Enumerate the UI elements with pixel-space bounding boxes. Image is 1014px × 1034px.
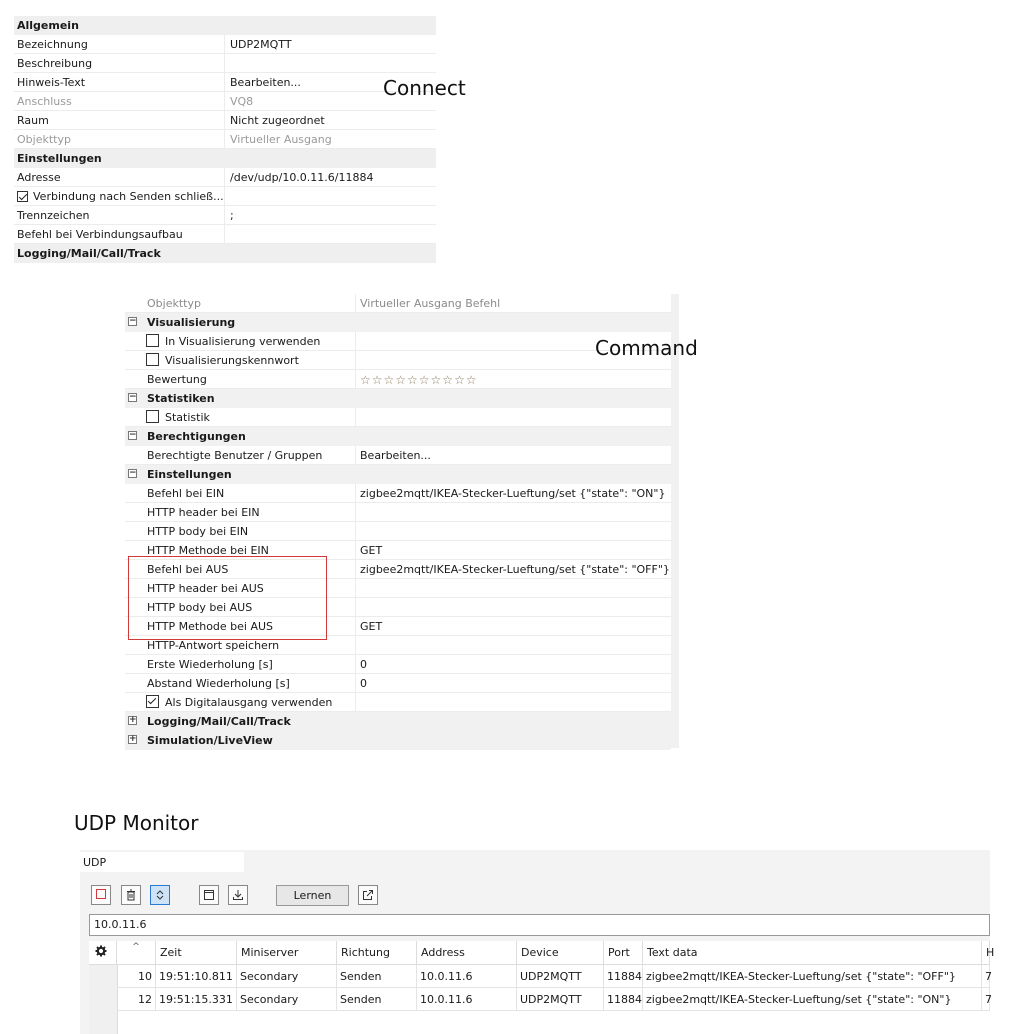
table-cell[interactable]: 7 — [982, 965, 990, 988]
property-row — [125, 484, 671, 503]
property-value: Virtueller Ausgang — [224, 130, 436, 148]
section-label: Einstellungen — [147, 468, 232, 481]
window-icon — [203, 889, 215, 901]
section-header[interactable] — [125, 313, 671, 332]
property-label: HTTP header bei AUS — [147, 582, 264, 595]
property-value[interactable]: GET — [355, 541, 671, 559]
table-cell[interactable]: 19:51:10.811 — [156, 965, 237, 988]
column-header[interactable]: Port — [604, 941, 643, 965]
section-header[interactable] — [125, 389, 671, 408]
grid-settings-button[interactable] — [89, 941, 117, 965]
table-cell[interactable]: 10.0.11.6 — [417, 965, 517, 988]
tab-udp[interactable]: UDP — [80, 852, 244, 872]
property-label: Bezeichnung — [17, 38, 88, 51]
section-label: Visualisierung — [147, 316, 236, 329]
property-label: Abstand Wiederholung [s] — [147, 677, 290, 690]
column-header[interactable]: Richtung — [337, 941, 417, 965]
column-header[interactable]: Address — [417, 941, 517, 965]
column-header[interactable]: Device — [517, 941, 604, 965]
checkbox[interactable] — [146, 334, 159, 347]
command-annotation: Command — [595, 336, 698, 360]
property-value[interactable] — [355, 598, 671, 616]
property-row — [125, 674, 671, 693]
popout-button[interactable] — [358, 885, 378, 905]
property-row — [125, 351, 671, 370]
property-value[interactable]: Bearbeiten... — [355, 446, 671, 464]
connect-properties-panel — [14, 16, 436, 263]
property-row — [125, 522, 671, 541]
property-label: HTTP header bei EIN — [147, 506, 260, 519]
property-label: Objekttyp — [147, 297, 201, 310]
collapse-icon[interactable]: − — [129, 316, 137, 326]
property-label: In Visualisierung verwenden — [165, 335, 321, 348]
property-label: HTTP Methode bei AUS — [147, 620, 274, 633]
section-label: Einstellungen — [17, 152, 102, 165]
trash-icon — [125, 889, 137, 901]
property-label: Visualisierungskennwort — [165, 354, 299, 367]
download-icon — [232, 889, 244, 901]
property-row — [14, 168, 436, 187]
table-cell[interactable]: 11884 — [604, 988, 643, 1011]
delete-button[interactable] — [121, 885, 141, 905]
section-header[interactable] — [14, 16, 436, 35]
property-value[interactable] — [355, 579, 671, 597]
table-cell[interactable]: zigbee2mqtt/IKEA-Stecker-Lueftung/set {"state": "OFF"} — [643, 965, 982, 988]
property-checkbox[interactable] — [146, 695, 332, 709]
updown-icon — [154, 889, 166, 901]
download-button[interactable] — [228, 885, 248, 905]
property-value[interactable]: zigbee2mqtt/IKEA-Stecker-Lueftung/set {"state": "ON"} — [355, 484, 671, 502]
property-value[interactable]: 0 — [355, 674, 671, 692]
property-value[interactable]: ; — [224, 206, 436, 224]
row-number: 10 — [117, 965, 156, 988]
table-cell[interactable]: 19:51:15.331 — [156, 988, 237, 1011]
table-cell[interactable]: UDP2MQTT — [517, 988, 604, 1011]
property-value[interactable] — [224, 187, 436, 205]
property-value: Virtueller Ausgang Befehl — [355, 294, 671, 312]
property-value[interactable]: Bearbeiten... — [224, 73, 436, 91]
section-label: Simulation/LiveView — [147, 734, 273, 747]
property-checkbox[interactable] — [146, 353, 299, 367]
collapse-icon[interactable]: − — [129, 392, 137, 402]
property-value: VQ8 — [224, 92, 436, 110]
property-row — [125, 655, 671, 674]
property-value[interactable] — [355, 503, 671, 521]
property-label: Beschreibung — [17, 57, 93, 70]
property-row — [14, 130, 436, 149]
property-row — [14, 225, 436, 244]
expand-icon[interactable]: + — [129, 715, 137, 725]
checkbox[interactable] — [146, 353, 159, 366]
property-label: HTTP body bei AUS — [147, 601, 253, 614]
section-header[interactable] — [125, 427, 671, 446]
property-label: HTTP-Antwort speichern — [147, 639, 280, 652]
property-label: Berechtigte Benutzer / Gruppen — [147, 449, 323, 462]
gear-icon — [95, 945, 107, 957]
column-header[interactable]: H — [982, 941, 990, 965]
property-label: HTTP body bei EIN — [147, 525, 249, 538]
property-value[interactable]: UDP2MQTT — [224, 35, 436, 53]
section-header[interactable] — [125, 731, 671, 750]
property-label: Hinweis-Text — [17, 76, 86, 89]
property-value[interactable] — [355, 693, 671, 711]
aus-settings-highlight — [128, 556, 327, 640]
stop-button[interactable] — [91, 885, 111, 905]
property-value[interactable] — [224, 54, 436, 72]
section-header[interactable] — [125, 712, 671, 731]
rating-stars[interactable]: ☆☆☆☆☆☆☆☆☆☆ — [355, 370, 671, 388]
property-checkbox[interactable] — [146, 410, 210, 424]
udp-toolbar — [80, 876, 990, 912]
filter-input[interactable]: 10.0.11.6 — [89, 914, 990, 936]
column-header[interactable]: Miniserver — [237, 941, 337, 965]
column-header[interactable]: Zeit — [156, 941, 237, 965]
property-row — [125, 408, 671, 427]
property-value[interactable] — [355, 636, 671, 654]
property-row — [125, 370, 671, 389]
checkbox[interactable] — [146, 410, 159, 423]
property-label: Adresse — [17, 171, 61, 184]
property-label: Raum — [17, 114, 49, 127]
udp-log-table — [89, 941, 995, 1034]
section-header[interactable] — [125, 465, 671, 484]
checkbox-verbindung-nach-senden[interactable] — [17, 190, 224, 203]
section-header[interactable] — [14, 149, 436, 168]
sort-ascending-icon: ^ — [132, 942, 140, 952]
property-label: Als Digitalausgang verwenden — [165, 696, 333, 709]
property-value[interactable] — [224, 225, 436, 243]
property-label: Verbindung nach Senden schließ... — [33, 190, 224, 203]
section-label: Statistiken — [147, 392, 215, 405]
section-header[interactable] — [14, 244, 436, 263]
table-cell[interactable]: 10.0.11.6 — [417, 988, 517, 1011]
property-row — [125, 446, 671, 465]
property-value[interactable]: GET — [355, 617, 671, 635]
property-value[interactable]: /dev/udp/10.0.11.6/11884 — [224, 168, 436, 186]
table-cell[interactable]: UDP2MQTT — [517, 965, 604, 988]
property-label: Statistik — [165, 411, 210, 424]
udp-monitor-title: UDP Monitor — [74, 811, 199, 835]
property-label: Befehl bei EIN — [147, 487, 225, 500]
property-value[interactable] — [355, 408, 671, 426]
external-link-icon — [362, 889, 374, 901]
property-value[interactable]: zigbee2mqtt/IKEA-Stecker-Lueftung/set {"state": "OFF"} — [355, 560, 671, 578]
stop-icon — [96, 889, 106, 899]
property-row — [125, 503, 671, 522]
property-value[interactable]: Nicht zugeordnet — [224, 111, 436, 129]
row-header-column — [89, 965, 118, 1034]
column-header[interactable]: Text data — [643, 941, 982, 965]
table-cell[interactable]: Senden — [337, 965, 417, 988]
property-value[interactable] — [355, 522, 671, 540]
table-cell[interactable]: zigbee2mqtt/IKEA-Stecker-Lueftung/set {"state": "ON"} — [643, 988, 982, 1011]
copy-button[interactable] — [199, 885, 219, 905]
property-row — [14, 187, 436, 206]
section-label: Logging/Mail/Call/Track — [147, 715, 291, 728]
property-checkbox[interactable] — [146, 334, 320, 348]
section-label: Logging/Mail/Call/Track — [17, 247, 161, 260]
property-value[interactable]: 0 — [355, 655, 671, 673]
property-label: HTTP Methode bei EIN — [147, 544, 269, 557]
table-cell[interactable]: Secondary — [237, 965, 337, 988]
learn-button[interactable]: Lernen — [276, 885, 349, 906]
autoscroll-button[interactable] — [150, 885, 170, 905]
property-label: Bewertung — [147, 373, 207, 386]
table-cell[interactable]: Secondary — [237, 988, 337, 1011]
row-number: 12 — [117, 988, 156, 1011]
property-row — [14, 73, 436, 92]
property-label: Erste Wiederholung [s] — [147, 658, 273, 671]
property-row — [14, 92, 436, 111]
collapse-icon[interactable]: − — [129, 468, 137, 478]
expand-icon[interactable]: + — [129, 734, 137, 744]
section-label: Berechtigungen — [147, 430, 246, 443]
property-label: Befehl bei Verbindungsaufbau — [17, 228, 183, 241]
table-cell[interactable]: 11884 — [604, 965, 643, 988]
property-row — [125, 693, 671, 712]
property-label: Objekttyp — [17, 133, 71, 146]
property-row — [14, 206, 436, 225]
udp-monitor-window — [80, 850, 995, 1034]
connect-annotation: Connect — [383, 76, 466, 100]
checkbox[interactable] — [146, 695, 159, 708]
property-label: Anschluss — [17, 95, 72, 108]
property-row — [125, 294, 671, 313]
command-properties-panel — [125, 294, 679, 748]
property-row — [14, 54, 436, 73]
property-row — [14, 35, 436, 54]
table-cell[interactable]: 7 — [982, 988, 990, 1011]
sort-column-header[interactable] — [117, 941, 156, 965]
collapse-icon[interactable]: − — [129, 430, 137, 440]
checkbox[interactable] — [17, 191, 28, 202]
property-row — [125, 332, 671, 351]
property-row — [14, 111, 436, 130]
property-label: Trennzeichen — [17, 209, 90, 222]
section-label: Allgemein — [17, 19, 79, 32]
property-label: Befehl bei AUS — [147, 563, 229, 576]
table-cell[interactable]: Senden — [337, 988, 417, 1011]
